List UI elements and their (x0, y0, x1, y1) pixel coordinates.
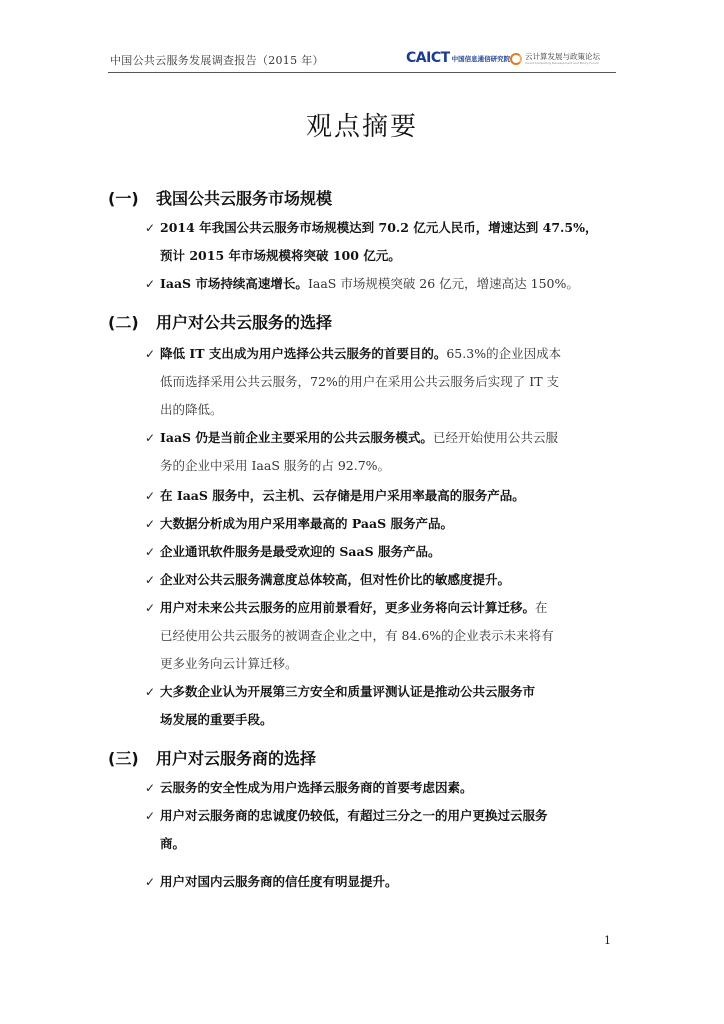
item-text-line: 2014 年我国公共云服务市场规模达到 70.2 亿元人民币，增速达到 47.5%， (160, 220, 598, 235)
checkmark-icon: ✓ (145, 221, 156, 235)
section-number: (一) (108, 189, 139, 208)
item-text-line: 务的企业中采用 IaaS 服务的占 92.7%。 (160, 458, 391, 473)
caict-logo-subtitle: 中国信息通信研究院 (451, 54, 511, 63)
forum-logo (510, 50, 600, 68)
list-item (145, 868, 625, 896)
section-title: 我国公共云服务市场规模 (156, 189, 333, 208)
item-normal-text: 已经开始使用公共云服 (432, 430, 558, 445)
list-item (145, 424, 625, 480)
item-text-line: 预计 2015 年市场规模将突破 100 亿元。 (160, 248, 401, 263)
section-heading-provider-choice (108, 746, 316, 769)
checkmark-icon: ✓ (145, 875, 156, 889)
item-bold-text: 用户对国内云服务商的信任度有明显提升。 (160, 874, 398, 889)
checkmark-icon: ✓ (145, 601, 156, 615)
section-heading-market-size (108, 186, 332, 209)
item-text-line: 出的降低。 (160, 402, 223, 417)
item-bold-text: 在 IaaS 服务中，云主机、云存储是用户采用率最高的服务产品。 (160, 488, 525, 503)
header-title: 中国公共云服务发展调查报告（2015 年） (110, 54, 324, 67)
section-title: 用户对公共云服务的选择 (156, 313, 333, 332)
forum-ring-icon (510, 53, 522, 65)
item-normal-text: 65.3%的企业因成本 (446, 346, 562, 361)
checkmark-icon: ✓ (145, 489, 156, 503)
list-item (145, 594, 625, 678)
document-title: 观点摘要 (305, 112, 418, 142)
caict-logo (406, 49, 510, 67)
checkmark-icon: ✓ (145, 517, 156, 531)
section-heading-user-choice-services (108, 310, 332, 333)
item-text-line: 低而选择采用公共云服务，72%的用户在采用公共云服务后实现了 IT 支 (160, 374, 560, 389)
item-text-line: 更多业务向云计算迁移。 (160, 656, 298, 671)
list-item (145, 482, 625, 510)
item-bold-text: IaaS 仍是当前企业主要采用的公共云服务模式。 (160, 430, 433, 445)
page-number: 1 (604, 934, 611, 947)
item-text-line: 用户对云服务商的忠诚度仍较低，有超过三分之一的用户更换过云服务 (160, 808, 548, 823)
item-text-line: 商。 (160, 836, 186, 851)
forum-logo-english: Cloud Computing Development and Policy Forum (525, 60, 599, 65)
caict-logo-mark: CAICT (406, 50, 450, 66)
checkmark-icon: ✓ (145, 573, 156, 587)
item-bold-text: 企业对公共云服务满意度总体较高，但对性价比的敏感度提升。 (160, 572, 511, 587)
item-text-line: 已经使用公共云服务的被调查企业之中，有 84.6%的企业表示未来将有 (160, 628, 554, 643)
forum-logo-name: 云计算发展与政策论坛 (525, 52, 600, 62)
list-item (145, 802, 625, 858)
checkmark-icon: ✓ (145, 545, 156, 559)
item-text-line: 大多数企业认为开展第三方安全和质量评测认证是推动公共云服务市 (160, 684, 536, 699)
list-item (145, 214, 625, 270)
checkmark-icon: ✓ (145, 809, 156, 823)
page-header (108, 48, 616, 73)
item-normal-text: IaaS 市场规模突破 26 亿元，增速高达 150%。 (307, 276, 579, 291)
list-item (145, 538, 625, 566)
list-item (145, 774, 625, 802)
item-bold-text: 降低 IT 支出成为用户选择公共云服务的首要目的。 (160, 346, 447, 361)
list-item (145, 678, 625, 734)
list-item (145, 270, 625, 298)
checkmark-icon: ✓ (145, 685, 156, 699)
checkmark-icon: ✓ (145, 277, 156, 291)
item-bold-text: 用户对未来公共云服务的应用前景看好，更多业务将向云计算迁移。 (160, 600, 536, 615)
item-bold-text: 云服务的安全性成为用户选择云服务商的首要考虑因素。 (160, 780, 473, 795)
item-bold-text: IaaS 市场持续高速增长。 (160, 276, 308, 291)
item-text-line: 场发展的重要手段。 (160, 712, 273, 727)
checkmark-icon: ✓ (145, 347, 156, 361)
section-number: (三) (108, 749, 139, 768)
item-bold-text: 大数据分析成为用户采用率最高的 PaaS 服务产品。 (160, 516, 453, 531)
list-item (145, 566, 625, 594)
checkmark-icon: ✓ (145, 431, 156, 445)
item-normal-text: 在 (535, 600, 548, 615)
checkmark-icon: ✓ (145, 781, 156, 795)
list-item (145, 340, 625, 424)
section-title: 用户对云服务商的选择 (156, 749, 317, 768)
section-number: (二) (108, 313, 139, 332)
list-item (145, 510, 625, 538)
item-bold-text: 企业通讯软件服务是最受欢迎的 SaaS 服务产品。 (160, 544, 441, 559)
